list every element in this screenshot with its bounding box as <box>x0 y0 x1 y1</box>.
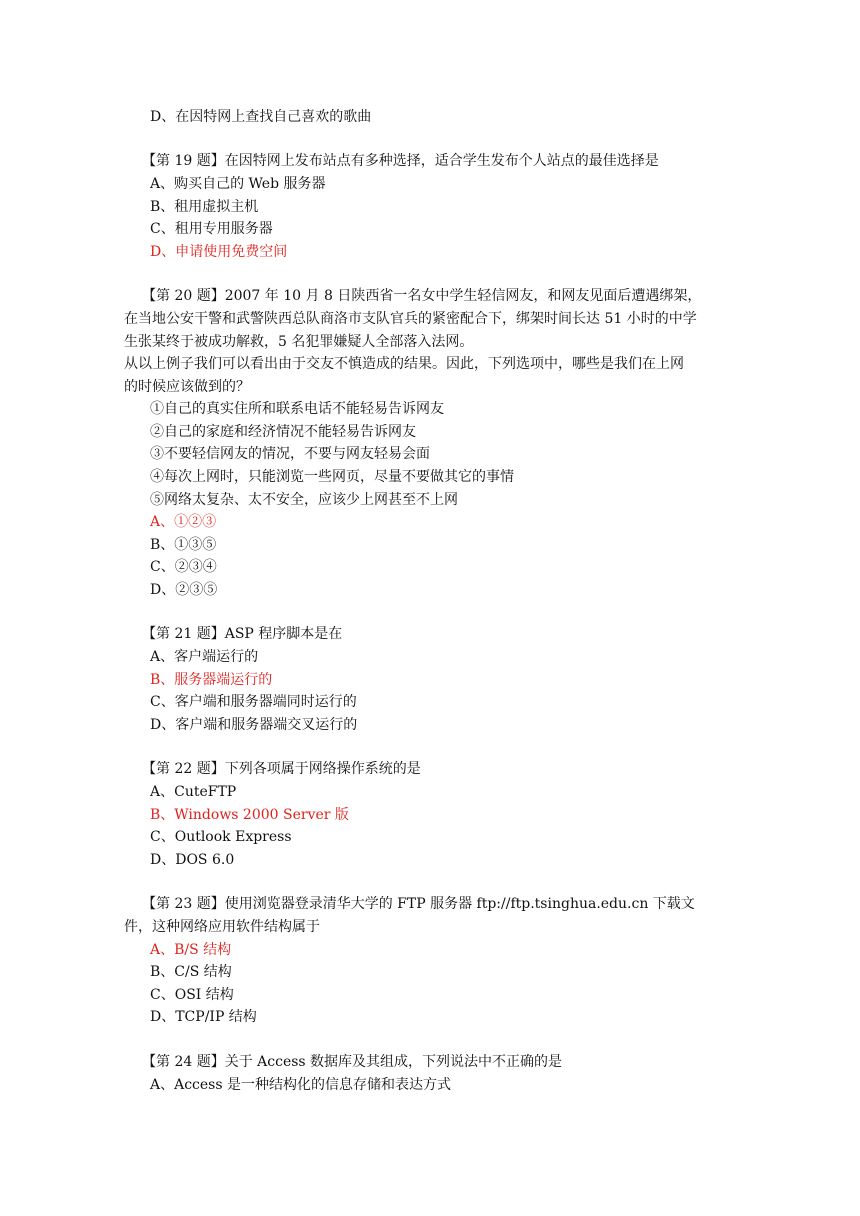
q20-stem-line-1: 【第 20 题】2007 年 10 月 8 日陕西省一名女中学生轻信网友，和网友见面后遭遇绑架， <box>142 288 702 304</box>
q21-option-a: A、客户端运行的 <box>150 649 259 665</box>
q19-option-a: A、购买自己的 Web 服务器 <box>150 176 326 192</box>
q20-stem-line-5: 的时候应该做到的？ <box>124 379 250 395</box>
q23-stem-line-2: 件，这种网络应用软件结构属于 <box>124 919 320 935</box>
q23-stem-line-1: 【第 23 题】使用浏览器登录清华大学的 FTP 服务器 ftp://ftp.tsinghua.edu.cn 下载文 <box>142 896 695 912</box>
q19-stem: 【第 19 题】在因特网上发布站点有多种选择，适合学生发布个人站点的最佳选择是 <box>142 153 659 169</box>
q20-statement-3: ③不要轻信网友的情况，不要与网友轻易会面 <box>150 446 430 462</box>
q20-option-a-answer: A、①②③ <box>150 514 217 530</box>
q20-statement-1: ①自己的真实住所和联系电话不能轻易告诉网友 <box>150 401 444 417</box>
q20-statement-5: ⑤网络太复杂、太不安全，应该少上网甚至不上网 <box>150 492 458 508</box>
q20-option-b: B、①③⑤ <box>150 537 217 553</box>
q19-option-c: C、租用专用服务器 <box>150 221 273 237</box>
q21-option-d: D、客户端和服务器端交叉运行的 <box>150 717 358 733</box>
q20-option-c: C、②③④ <box>150 559 217 575</box>
q22-stem: 【第 22 题】下列各项属于网络操作系统的是 <box>142 761 421 777</box>
q20-option-d: D、②③⑤ <box>150 582 218 598</box>
q23-option-a-answer: A、B/S 结构 <box>150 942 232 958</box>
q23-option-d: D、TCP/IP 结构 <box>150 1009 257 1025</box>
q19-option-d-answer: D、申请使用免费空间 <box>150 244 288 260</box>
q18-option-d: D、在因特网上查找自己喜欢的歌曲 <box>150 109 372 125</box>
q20-statement-4: ④每次上网时，只能浏览一些网页，尽量不要做其它的事情 <box>150 469 514 485</box>
q20-stem-line-4: 从以上例子我们可以看出由于交友不慎造成的结果。因此，下列选项中，哪些是我们在上网 <box>124 356 684 372</box>
q19-option-b: B、租用虚拟主机 <box>150 199 259 215</box>
q20-stem-line-2: 在当地公安干警和武警陕西总队商洛市支队官兵的紧密配合下，绑架时间长达 51 小时的中学 <box>124 311 697 327</box>
q21-stem: 【第 21 题】ASP 程序脚本是在 <box>142 626 343 642</box>
q22-option-b-answer: B、Windows 2000 Server 版 <box>150 807 349 823</box>
q24-stem: 【第 24 题】关于 Access 数据库及其组成，下列说法中不正确的是 <box>142 1054 563 1070</box>
q21-option-c: C、客户端和服务器端同时运行的 <box>150 694 357 710</box>
q20-stem-line-3: 生张某终于被成功解救，5 名犯罪嫌疑人全部落入法网。 <box>124 334 474 350</box>
q23-option-c: C、OSI 结构 <box>150 987 234 1003</box>
q22-option-a: A、CuteFTP <box>150 784 237 800</box>
q20-statement-2: ②自己的家庭和经济情况不能轻易告诉网友 <box>150 424 416 440</box>
q22-option-d: D、DOS 6.0 <box>150 852 235 868</box>
q21-option-b-answer: B、服务器端运行的 <box>150 672 273 688</box>
q23-option-b: B、C/S 结构 <box>150 964 232 980</box>
q24-option-a: A、Access 是一种结构化的信息存储和表达方式 <box>150 1077 452 1093</box>
q22-option-c: C、Outlook Express <box>150 829 292 845</box>
